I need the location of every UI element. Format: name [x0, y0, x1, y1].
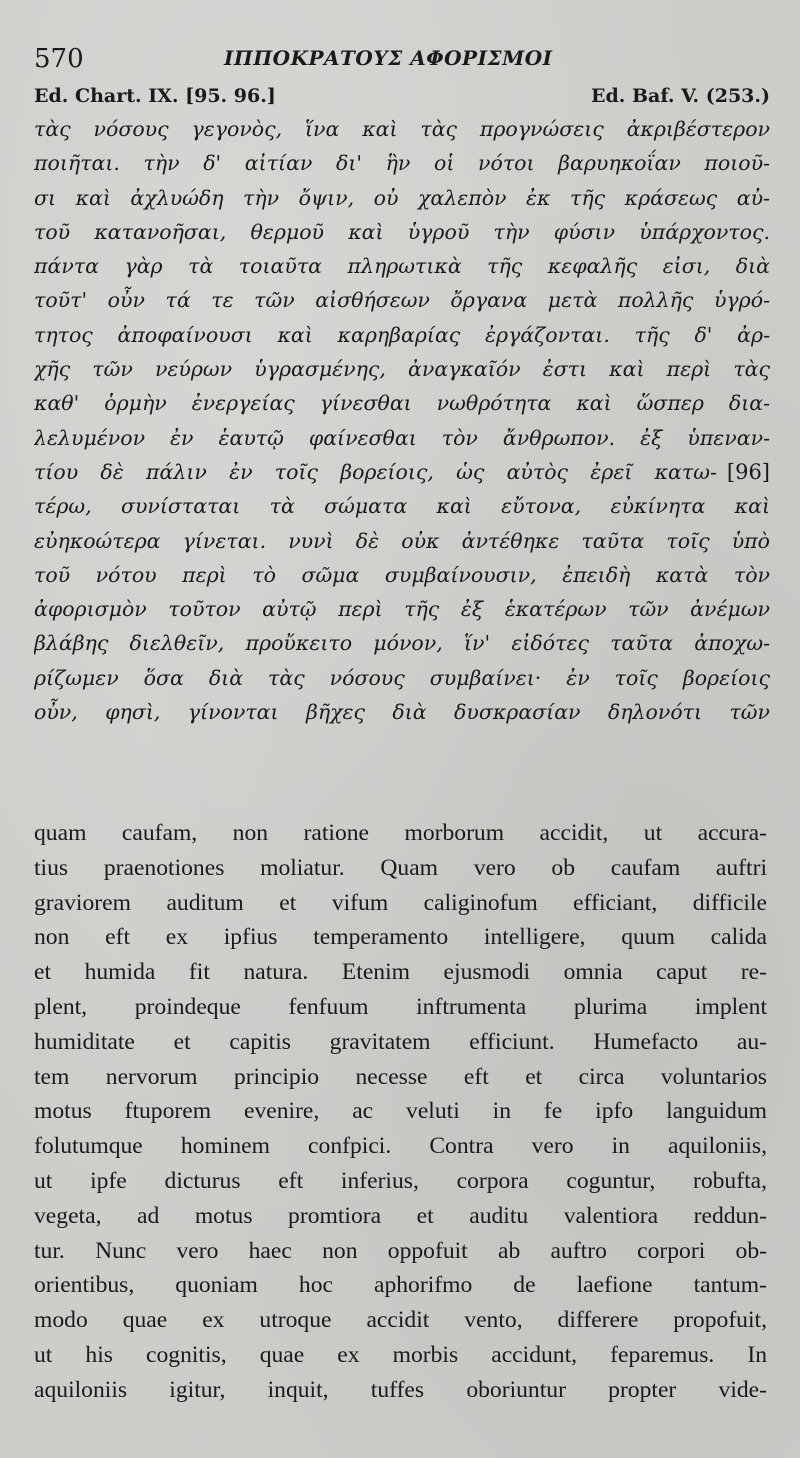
greek-line: τοῦ κατανοῆσαι, θερμοῦ καὶ ὑγροῦ τὴν φύσιν ὑπάρχοντος.	[34, 219, 770, 244]
latin-line: tem nervorum principio necesse eft et circa voluntarios	[34, 1063, 767, 1090]
latin-text-block	[34, 816, 767, 1408]
latin-line: modo quae ex utroque accidit vento, differere propofuit,	[34, 1307, 767, 1334]
latin-line: et humida fit natura. Etenim ejusmodi omnia caput re-	[34, 959, 767, 986]
greek-line: βλάβης διελθεῖν, προὔκειτο μόνον, ἵν' εἰδότες ταῦτα ἀποχω-	[34, 631, 770, 656]
greek-line: τοῦ νότου περὶ τὸ σῶμα συμβαίνουσιν, ἐπειδὴ κατὰ τὸν	[34, 562, 770, 587]
greek-line: πάντα γὰρ τὰ τοιαῦτα πληρωτικὰ τῆς κεφαλῆς εἰσι, διὰ	[34, 254, 770, 279]
greek-line: καθ' ὁρμὴν ἐνεργείας γίνεσθαι νωθρότητα καὶ ὥσπερ δια-	[34, 391, 770, 416]
running-head	[34, 40, 770, 80]
greek-line-with-marginal-number	[34, 455, 770, 489]
latin-line: motus ftuporem evenire, ac veluti in fe ipfo languidum	[34, 1098, 767, 1125]
latin-line: non eft ex ipfius temperamento intelligere, quum calida	[34, 924, 767, 951]
greek-line: τοῦτ' οὖν τά τε τῶν αἰσθήσεων ὄργανα μετὰ πολλῆς ὑγρό-	[34, 288, 770, 313]
latin-line: ut ipfe dicturus eft inferius, corpora coguntur, robufta,	[34, 1167, 767, 1194]
greek-line: ἀφορισμὸν τοῦτον αὐτῷ περὶ τῆς ἐξ ἑκατέρων τῶν ἀνέμων	[34, 597, 770, 622]
latin-line: tius praenotiones moliatur. Quam vero ob caufam auftri	[34, 854, 767, 881]
marginal-page-number: [96]	[726, 459, 770, 484]
greek-line: εὐηκοώτερα γίνεται. νυνὶ δὲ οὐκ ἀντέθηκε ταῦτα τοῖς ὑπὸ	[34, 528, 770, 553]
greek-line: οὖν, φησὶ, γίνονται βῆχες διὰ δυσκρασίαν δηλονότι τῶν	[34, 700, 770, 725]
greek-line: λελυμένον ἐν ἑαυτῷ φαίνεσθαι τὸν ἄνθρωπον. ἐξ ὑπεναν-	[34, 425, 770, 450]
greek-line: χῆς τῶν νεύρων ὑγρασμένης, ἀναγκαῖόν ἐστι καὶ περὶ τὰς	[34, 357, 770, 382]
latin-line: quam caufam, non ratione morborum accidit, ut accura-	[34, 820, 767, 846]
page-number: 570	[34, 44, 84, 74]
greek-line: τέρω, συνίσταται τὰ σώματα καὶ εὔτονα, εὐκίνητα καὶ	[34, 494, 770, 519]
latin-line: ut his cognitis, quae ex morbis accidunt, feparemus. In	[34, 1341, 767, 1368]
greek-line: τὰς νόσους γεγονὸς, ἵνα καὶ τὰς προγνώσεις ἀκριβέστερον	[34, 117, 770, 141]
latin-line: aquiloniis igitur, inquit, tuffes oboriuntur propter vide-	[34, 1376, 767, 1403]
latin-line: orientibus, quoniam hoc aphorifmo de laefione tantum-	[34, 1272, 767, 1299]
latin-line: vegeta, ad motus promtiora et auditu valentiora reddun-	[34, 1202, 767, 1229]
running-title: ΙΠΠΟΚΡΑΤΟΥΣ ΑΦΟΡΙΣΜΟΙ	[224, 46, 553, 70]
latin-line: plent, proindeque fenfuum inftrumenta plurima implent	[34, 993, 767, 1020]
greek-line: ρίζωμεν ὅσα διὰ τὰς νόσους συμβαίνει· ἐν τοῖς βορείοις	[34, 665, 770, 690]
greek-line-text: τίου δὲ πάλιν ἐν τοῖς βορείοις, ὡς αὐτὸς ἐρεῖ κατω-	[34, 459, 717, 484]
greek-text-block	[34, 112, 770, 729]
latin-line: tur. Nunc vero haec non oppofuit ab auftro corpori ob-	[34, 1237, 767, 1264]
greek-line: σι καὶ ἀχλυώδη τὴν ὄψιν, οὐ χαλεπὸν ἐκ τῆς κράσεως αὐ-	[34, 185, 770, 210]
edition-reference-right: Ed. Baf. V. (253.)	[591, 85, 770, 107]
latin-line: graviorem auditum et vifum caliginofum efficiant, difficile	[34, 889, 767, 916]
edition-reference-left: Ed. Chart. IX. [95. 96.]	[34, 85, 276, 107]
greek-line: τητος ἀποφαίνουσι καὶ καρηβαρίας ἐργάζονται. τῆς δ' ἀρ-	[34, 322, 770, 347]
latin-line: folutumque hominem confpici. Contra vero in aquiloniis,	[34, 1133, 767, 1160]
edition-reference-line	[34, 85, 770, 113]
latin-line: humiditate et capitis gravitatem efficiunt. Humefacto au-	[34, 1028, 767, 1055]
greek-line: ποιῆται. τὴν δ' αἰτίαν δι' ἣν οἱ νότοι βαρυηκοΐαν ποιοῦ-	[34, 151, 770, 176]
